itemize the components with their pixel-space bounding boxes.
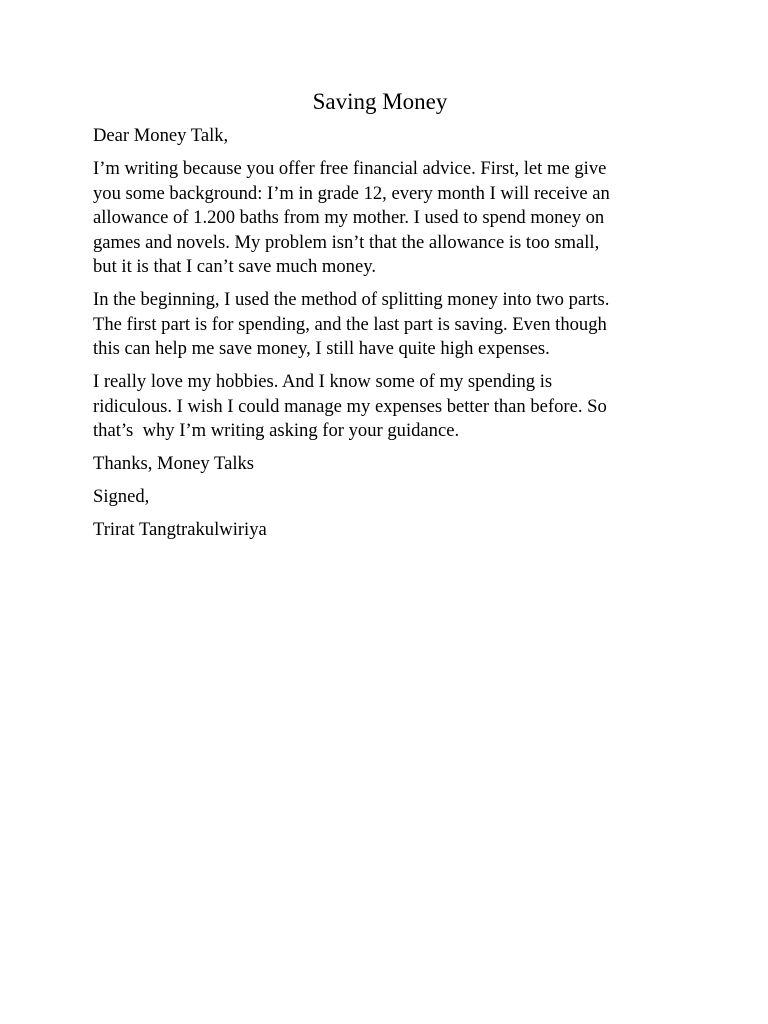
paragraph-line: I’m writing because you offer free financial advice. First, let me give: [93, 158, 607, 179]
paragraph-line: but it is that I can’t save much money.: [93, 256, 376, 277]
paragraph-line: allowance of 1.200 baths from my mother. I used to spend money on: [93, 207, 605, 228]
paragraph-line: The first part is for spending, and the last part is saving. Even though: [93, 313, 607, 335]
closing: Thanks, Money Talks: [93, 453, 255, 474]
paragraph-1: [93, 157, 673, 280]
paragraph-3: [93, 370, 673, 444]
paragraph-line: I really love my hobbies. And I know some of my spending is: [93, 371, 553, 392]
paragraph-line: you some background: I’m in grade 12, every month I will receive an: [93, 182, 610, 204]
author-name: Trirat Tangtrakulwiriya: [93, 519, 267, 540]
signed-label: Signed,: [93, 486, 150, 507]
paragraph-line: games and novels. My problem isn’t that the allowance is too small,: [93, 231, 600, 253]
paragraph-line: this can help me save money, I still have quite high expenses.: [93, 338, 550, 359]
letter-page: [93, 86, 673, 551]
salutation: Dear Money Talk,: [93, 125, 229, 146]
paragraph-line: In the beginning, I used the method of splitting money into two parts.: [93, 289, 610, 310]
paragraph-line: that’s why I’m writing asking for your guidance.: [93, 420, 460, 441]
paragraph-line: ridiculous. I wish I could manage my expenses better than before. So: [93, 395, 607, 417]
paragraph-2: [93, 288, 673, 362]
document-title: Saving Money: [312, 89, 448, 114]
